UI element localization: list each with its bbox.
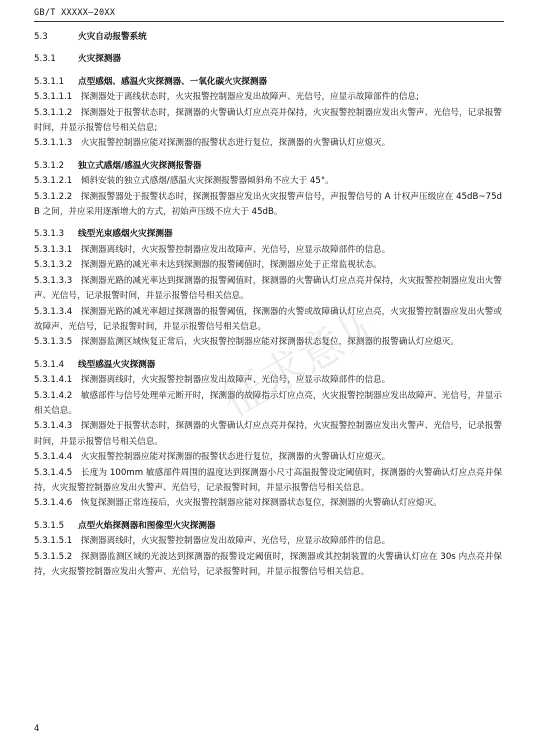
clause-paragraph: 5.3.1.3.4 探测器光路的减光率超过探测器的报警阈值，探测器的火警或故障确认灯应点亮，火灾报警控制器应发出火警或故障声、光信号，记录报警时间，并显示报警信号相关信息。 <box>34 306 502 332</box>
section-title: 线型光束感烟火灾探测器 <box>78 229 173 240</box>
section-number: 5.3.1.5 <box>34 520 65 531</box>
clause-paragraph: 5.3.1.4.6 恢复探测器正常连接后，火灾报警控制器应能对探测器状态复位，探测器的火警确认灯应熄灭。 <box>34 498 442 509</box>
clause-paragraph: 5.3.1.1.3 火灾报警控制器应能对探测器的报警状态进行复位，探测器的火警确认灯应熄灭。 <box>34 138 391 149</box>
section-heading <box>34 358 502 373</box>
section-title: 独立式感烟/感温火灾探测报警器 <box>78 160 202 171</box>
section-title: 火灾探测器 <box>78 54 121 65</box>
page-content <box>34 30 502 580</box>
section-number: 5.3.1.1 <box>34 76 65 87</box>
clause-paragraph: 5.3.1.3.3 探测器光路的减光率达到探测器的报警阈值时，探测器的火警确认灯应点亮并保持，火灾报警控制器应发出火警声、光信号，记录报警时间，并显示报警信号相关信息。 <box>34 275 502 302</box>
section-title: 线型感温火灾探测器 <box>78 359 156 370</box>
section-gap <box>34 220 502 227</box>
clause-paragraph: 5.3.1.2.2 探测报警器处于报警状态时，探测报警器应发出火灾报警声信号，声报警信号的 A 计权声压级应在 45dB~75dB 之间，并应采用逐渐增大的方式，初始声压级不应大于 45dB。 <box>34 191 502 218</box>
clause-paragraph: 5.3.1.4.1 探测器离线时，火灾报警控制器应发出故障声、光信号，应显示故障部件的信息。 <box>34 375 391 386</box>
clause-paragraph: 5.3.1.4.2 敏感部件与信号处理单元断开时，探测器的故障指示灯应点亮，火灾报警控制器应发出故障声、光信号，并显示相关信息。 <box>34 390 502 416</box>
section-number: 5.3 <box>34 32 48 42</box>
page-number: 4 <box>34 724 40 734</box>
clause-paragraph: 5.3.1.3.5 探测器监测区域恢复正常后，火灾报警控制器应能对探测器状态复位，探测器的报警确认灯应熄灭。 <box>34 337 459 348</box>
clause-paragraph: 5.3.1.4.5 长度为 100mm 敏感部件周围的温度达到探测器小尺寸高温报警设定阈值时，探测器的火警确认灯应点亮并保持，火灾报警控制器应发出火警声、光信号，记录报警时间，并显示报警信号相关信息。 <box>34 467 502 493</box>
clause-paragraph: 5.3.1.4.3 探测器处于报警状态时，探测器的火警确认灯应点亮并保持，火灾报警控制器应发出火警声、光信号，记录报警时间，并显示报警信号相关信息。 <box>34 421 502 447</box>
section-heading <box>34 519 502 534</box>
section-title: 火灾自动报警系统 <box>78 32 147 42</box>
clause-paragraph: 5.3.1.3.1 探测器离线时，火灾报警控制器应发出故障声、光信号，应显示故障部件的信息。 <box>34 244 391 255</box>
header-divider <box>34 21 504 22</box>
section-gap <box>34 152 502 159</box>
watermark-text: 征求意见稿 <box>213 292 387 428</box>
clause-paragraph: 5.3.1.5.1 探测器离线时，火灾报警控制器应发出故障声、光信号，应显示故障部件的信息。 <box>34 536 391 547</box>
section-gap <box>34 68 502 75</box>
section-heading <box>34 30 502 45</box>
clause-paragraph: 5.3.1.1.1 探测器处于离线状态时，火灾报警控制器应发出故障声、光信号，应显示故障部件的信息; <box>34 92 419 103</box>
section-number: 5.3.1.4 <box>34 359 65 370</box>
section-number: 5.3.1.2 <box>34 160 65 171</box>
section-gap <box>34 351 502 358</box>
clause-paragraph: 5.3.1.1.2 探测器处于报警状态时，探测器的火警确认灯应点亮并保持，火灾报警控制器应发出火警声、光信号，记录报警时间，并显示报警信号相关信息; <box>34 107 502 134</box>
section-heading <box>34 52 502 67</box>
clause-paragraph: 5.3.1.3.2 探测器光路的减光率未达到探测器的报警阈值时，探测器应处于正常监视状态。 <box>34 260 382 271</box>
section-gap <box>34 45 502 52</box>
standard-header: GB/T XXXXX—20XX <box>34 8 116 18</box>
section-heading <box>34 75 502 90</box>
clause-paragraph: 5.3.1.4.4 火灾报警控制器应能对探测器的报警状态进行复位，探测器的火警确认灯应熄灭。 <box>34 452 391 463</box>
clause-paragraph: 5.3.1.2.1 倾斜安装的独立式感烟/感温火灾探测报警器倾斜角不应大于 45°。 <box>34 176 334 187</box>
section-title: 点型感烟、感温火灾探测器、一氧化碳火灾探测器 <box>78 76 268 87</box>
section-gap <box>34 512 502 519</box>
clause-paragraph: 5.3.1.5.2 探测器监测区域的光波达到探测器的报警设定阈值时，探测器或其控制装置的火警确认灯应在 30s 内点亮并保持，火灾报警控制器应发出火警声、光信号，记录报警时间，并显示报警信号相关信息。 <box>34 551 502 577</box>
section-number: 5.3.1.3 <box>34 229 65 240</box>
section-heading <box>34 159 502 174</box>
section-heading <box>34 227 502 242</box>
section-title: 点型火焰探测器和图像型火灾探测器 <box>78 520 216 531</box>
section-number: 5.3.1 <box>34 54 56 65</box>
